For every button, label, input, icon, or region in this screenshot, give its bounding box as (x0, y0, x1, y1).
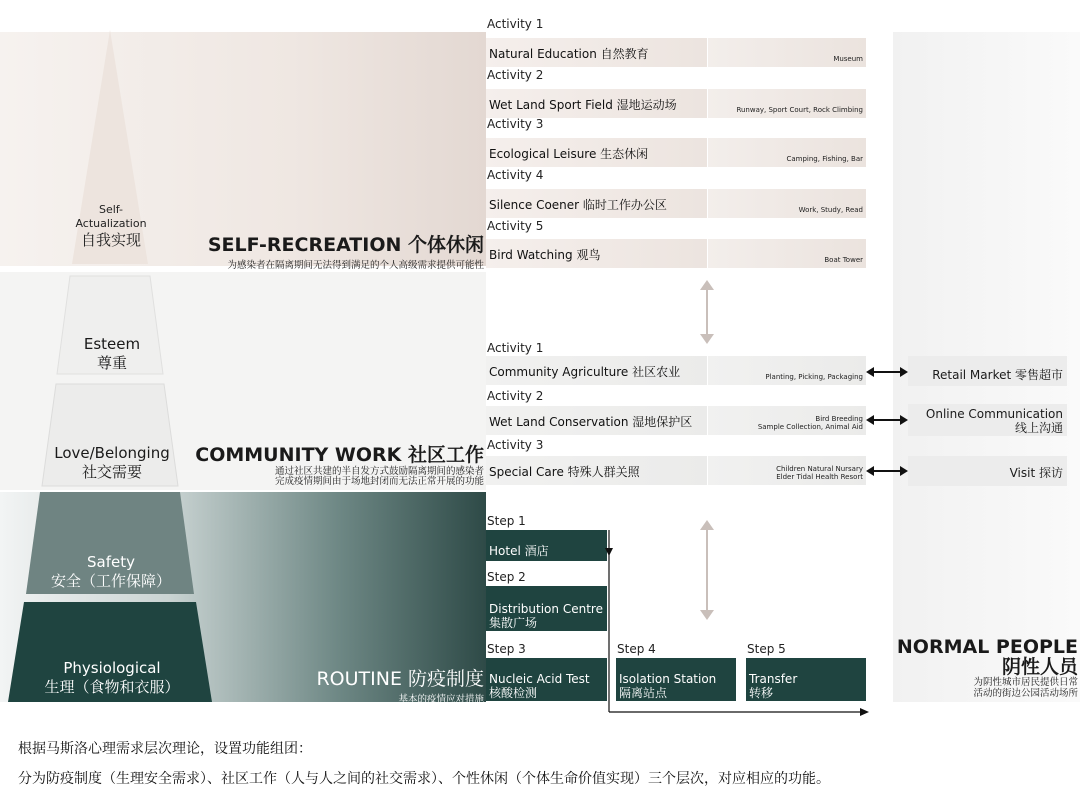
step-box (486, 586, 607, 631)
step-box (486, 530, 607, 561)
activity-title: Special Care 特殊人群关照 (489, 465, 640, 479)
activity-label: Activity 4 (487, 168, 544, 182)
love-en: Love/Belonging (54, 444, 170, 462)
activity-note-box (708, 38, 866, 67)
normal-link-line: Online Communication (925, 407, 1063, 421)
self-actualization-en-1: Self- (98, 203, 124, 216)
activity-title: Wet Land Conservation 湿地保护区 (489, 415, 693, 429)
esteem-cn: 尊重 (96, 353, 127, 372)
self-actualization-label (66, 203, 156, 249)
step-subtitle: 隔离站点 (619, 686, 668, 701)
step-subtitle: 核酸检测 (489, 686, 538, 701)
activity-title: Wet Land Sport Field 湿地运动场 (489, 98, 677, 112)
routine-subtitle: 基本的疫情应对措施 (398, 694, 484, 705)
community-work-subtitle-1: 通过社区共建的半自发方式鼓励隔离期间的感染者 (274, 466, 484, 477)
normal-link-line: Retail Market 零售超市 (932, 368, 1063, 382)
self-actualization-cn: 自我实现 (80, 230, 141, 249)
normal-link-box (908, 456, 1067, 486)
activity-note-box (708, 406, 866, 435)
activity-title: Ecological Leisure 生态休闲 (489, 147, 649, 161)
activity-title: Bird Watching 观鸟 (489, 248, 601, 262)
step-flow-arrow (603, 530, 871, 720)
activity-label: Activity 1 (487, 17, 544, 31)
routine-title: ROUTINE 防疫制度 (316, 668, 484, 690)
step-label: Step 4 (617, 642, 656, 656)
activity-note: Museum (833, 55, 863, 64)
normal-link-box (908, 356, 1067, 386)
activity-row (486, 89, 707, 118)
step-title: Hotel 酒店 (489, 544, 549, 558)
activity-note-box (708, 356, 866, 385)
horizontal-double-arrow (866, 366, 908, 378)
physiological-cn: 生理（食物和衣服） (44, 677, 180, 696)
step-title: Distribution Centre (489, 602, 603, 616)
activity-note: Boat Tower (824, 256, 863, 265)
activity-title: Natural Education 自然教育 (489, 47, 649, 61)
safety-cn: 安全（工作保障） (50, 571, 171, 590)
self-recreation-heading (208, 230, 484, 271)
self-actualization-en-2: Actualization (75, 216, 147, 230)
activity-row (486, 38, 707, 67)
step-subtitle: 转移 (749, 686, 774, 701)
activity-note (765, 373, 863, 382)
step-label: Step 3 (487, 642, 526, 656)
normal-people-title-cn: 阴性人员 (1001, 656, 1078, 678)
activity-note-line: Elder Tidal Health Resort (776, 473, 863, 482)
step-subtitle: 集散广场 (489, 616, 538, 631)
community-work-heading (195, 440, 484, 488)
activity-note-box (708, 89, 866, 118)
activity-note-line: Sample Collection, Animal Aid (757, 423, 863, 432)
activity-note-line: Children Natural Nursary (776, 464, 863, 473)
step-box (486, 658, 607, 701)
self-recreation-subtitle: 为感染者在隔离期间无法得到满足的个人高级需求提供可能性 (227, 260, 484, 271)
esteem-en: Esteem (83, 335, 141, 353)
activity-note: Camping, Fishing, Bar (786, 155, 863, 164)
normal-people-subtitle-1: 为阴性城市居民提供日常 (973, 676, 1078, 688)
activity-row (486, 356, 707, 385)
activity-note-line: Planting, Picking, Packaging (765, 373, 863, 382)
step-label: Step 1 (487, 514, 526, 528)
horizontal-double-arrow (866, 465, 908, 477)
caption-line-1: 根据马斯洛心理需求层次理论，设置功能组团： (18, 741, 312, 757)
self-recreation-title: SELF-RECREATION 个体休闲 (207, 234, 484, 256)
safety-label (30, 553, 192, 591)
esteem-label (60, 335, 164, 373)
activity-note-line: Bird Breeding (815, 414, 863, 423)
activity-label: Activity 1 (487, 341, 544, 355)
horizontal-double-arrow (866, 414, 908, 426)
activity-label: Activity 2 (487, 389, 544, 403)
step-label: Step 2 (487, 570, 526, 584)
activity-note-box (708, 456, 866, 485)
activity-row (486, 239, 707, 268)
activity-note (758, 415, 863, 433)
activity-title: Community Agriculture 社区农业 (489, 365, 681, 379)
physiological-label (14, 659, 210, 697)
community-work-subtitle-2: 完成疫情期间由于场地封闭而无法正常开展的功能 (274, 476, 484, 488)
activity-title: Silence Coener 临时工作办公区 (489, 198, 667, 212)
activity-row (486, 456, 707, 485)
activity-label: Activity 3 (487, 117, 544, 131)
physiological-en: Physiological (63, 659, 161, 677)
step-title: Isolation Station (619, 672, 717, 686)
activity-note-box (708, 239, 866, 268)
activity-note (776, 465, 863, 483)
activity-row (486, 138, 707, 167)
activity-row (486, 189, 707, 218)
step-title: Nucleic Acid Test (489, 672, 590, 686)
activity-note-box (708, 138, 866, 167)
love-cn: 社交需要 (81, 462, 142, 481)
normal-link-line: 线上沟通 (1014, 420, 1063, 435)
routine-heading (316, 664, 484, 705)
safety-en: Safety (87, 553, 135, 571)
step-title: Transfer (749, 672, 798, 686)
love-label (40, 444, 184, 482)
activity-note: Runway, Sport Court, Rock Climbing (736, 106, 863, 115)
community-work-title: COMMUNITY WORK 社区工作 (195, 444, 484, 466)
normal-people-subtitle-2: 活动的街边公园活动场所 (973, 687, 1078, 699)
activity-row (486, 406, 707, 435)
activity-label: Activity 5 (487, 219, 544, 233)
activity-note: Work, Study, Read (798, 206, 863, 215)
normal-link-line: Visit 探访 (1009, 466, 1063, 480)
normal-people-title-en: NORMAL PEOPLE (896, 636, 1078, 658)
caption-line-2: 分为防疫制度（生理安全需求）、社区工作（人与人之间的社交需求）、个性休闲（个体生命价值实现）三个层次，对应相应的功能。 (18, 771, 830, 787)
activity-label: Activity 3 (487, 438, 544, 452)
step-label: Step 5 (747, 642, 786, 656)
activity-note-box (708, 189, 866, 218)
activity-label: Activity 2 (487, 68, 544, 82)
vertical-double-arrow (696, 280, 718, 344)
normal-link-box (908, 404, 1067, 436)
normal-people-heading (897, 636, 1078, 700)
